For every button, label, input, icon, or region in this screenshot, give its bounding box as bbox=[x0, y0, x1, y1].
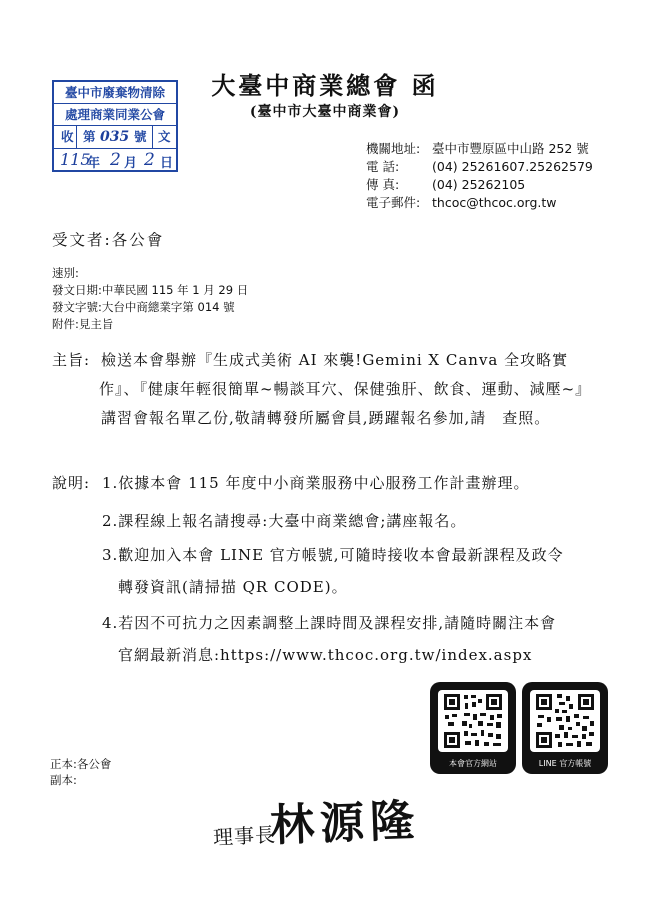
qr-code-image bbox=[438, 690, 508, 752]
meta-date: 發文日期:中華民國 115 年 1 月 29 日 bbox=[52, 283, 249, 297]
fax-label: 傳 真: bbox=[366, 177, 400, 192]
explanation-item: 4.若因不可抗力之因素調整上課時間及課程安排,請隨時關注本會 bbox=[102, 614, 557, 632]
stamp-number-prefix: 第 bbox=[83, 129, 96, 144]
qr-code-image bbox=[530, 690, 600, 752]
stamp-number-row bbox=[54, 126, 176, 148]
recipient: 受文者:各公會 bbox=[52, 231, 165, 249]
stamp-date-year: 115 bbox=[60, 150, 91, 169]
qr-card-line[interactable] bbox=[522, 682, 608, 774]
stamp-org-line1: 臺中市廢棄物清除 bbox=[54, 82, 176, 104]
stamp-date-month: 2 bbox=[110, 150, 121, 170]
contact-fax bbox=[366, 176, 593, 194]
document-subtitle: (臺中市大臺中商業會) bbox=[249, 104, 401, 120]
email-label: 電子郵件: bbox=[366, 195, 421, 210]
document-title: 大臺中商業總會 函 bbox=[211, 71, 439, 100]
stamp-receipt-label: 收 bbox=[61, 129, 74, 144]
contact-email bbox=[366, 194, 593, 212]
contact-phone bbox=[366, 158, 593, 176]
phone-value: (04) 25261607.25262579 bbox=[432, 159, 593, 174]
original-recipient: 正本:各公會 bbox=[50, 757, 112, 771]
stamp-number-suffix: 號 bbox=[134, 129, 147, 144]
subject-line: 講習會報名單乙份,敬請轉發所屬會員,踴躍報名參加,請 查照。 bbox=[101, 409, 551, 427]
qr-code-icon bbox=[530, 690, 600, 752]
subject-body bbox=[101, 346, 650, 433]
phone-label: 電 話: bbox=[366, 159, 400, 174]
stamp-doc-char: 文 bbox=[158, 129, 171, 144]
copy-recipient: 副本: bbox=[50, 773, 77, 787]
qr-caption: 本會官方網站 bbox=[449, 759, 497, 768]
signature-title: 理事長 bbox=[212, 822, 277, 850]
explanation-item: 2.課程線上報名請搜尋:大臺中商業總會;講座報名。 bbox=[102, 512, 467, 530]
contact-address bbox=[366, 140, 593, 158]
qr-code-icon bbox=[438, 690, 508, 752]
subject-line: 作』、『健康年輕很簡單~暢談耳穴、保健強肝、飲食、運動、減壓~』 bbox=[99, 380, 592, 398]
distribution-block bbox=[50, 756, 111, 788]
contact-block bbox=[366, 140, 593, 212]
stamp-divider bbox=[152, 126, 153, 148]
stamp-date-year-char: 年 bbox=[87, 156, 101, 171]
qr-caption: LINE 官方帳號 bbox=[538, 759, 592, 768]
stamp-date-day: 2 bbox=[144, 150, 155, 170]
explanation-label: 說明: bbox=[52, 474, 91, 492]
stamp-divider bbox=[76, 126, 77, 148]
document-meta bbox=[52, 265, 248, 333]
email-value: thcoc@thcoc.org.tw bbox=[432, 195, 557, 210]
explanation-item: 3.歡迎加入本會 LINE 官方帳號,可隨時接收本會最新課程及政令 bbox=[102, 546, 564, 564]
subject-line: 檢送本會舉辦『生成式美術 AI 來襲!Gemini X Canva 全攻略實 bbox=[101, 351, 569, 369]
signature-name: 林源隆 bbox=[269, 795, 422, 852]
fax-value: (04) 25262105 bbox=[432, 177, 526, 192]
explanation-item-cont: 轉發資訊(請掃描 QR CODE)。 bbox=[118, 578, 348, 596]
stamp-number-value: 035 bbox=[100, 129, 130, 145]
meta-attachment: 附件:見主旨 bbox=[52, 317, 114, 331]
stamp-date-row bbox=[54, 148, 176, 172]
subject-label: 主旨: bbox=[52, 351, 91, 369]
explanation-item-cont: 官網最新消息:https://www.thcoc.org.tw/index.aspx bbox=[118, 646, 533, 664]
qr-card-website[interactable] bbox=[430, 682, 516, 774]
meta-doc-number: 發文字號:大台中商總業字第 014 號 bbox=[52, 300, 235, 314]
stamp-date-day-char: 日 bbox=[160, 156, 174, 171]
address-label: 機關地址: bbox=[366, 141, 421, 156]
meta-speed: 速別: bbox=[52, 266, 79, 280]
explanation-item: 1.依據本會 115 年度中小商業服務中心服務工作計畫辦理。 bbox=[102, 474, 530, 492]
address-value: 臺中市豐原區中山路 252 號 bbox=[432, 141, 589, 156]
stamp-org-line2: 處理商業同業公會 bbox=[54, 104, 176, 126]
stamp-date-month-char: 月 bbox=[124, 156, 138, 171]
